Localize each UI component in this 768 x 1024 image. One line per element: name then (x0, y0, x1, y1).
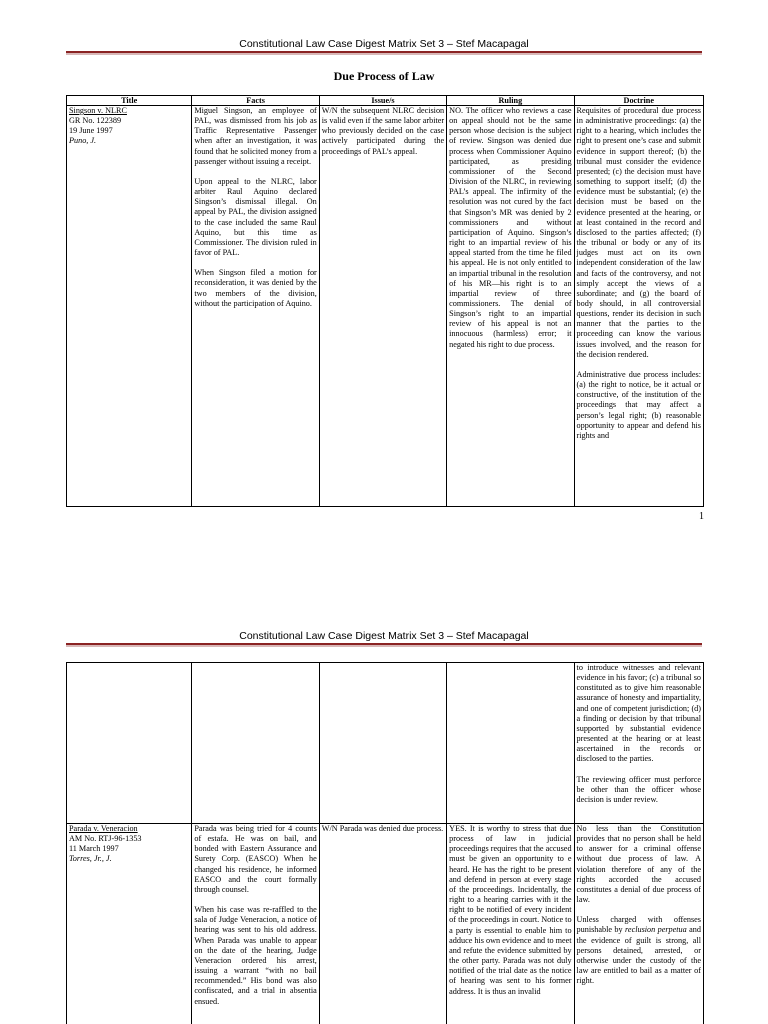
facts-paragraph: Miguel Singson, an employee of PAL, was dismissed from his job as Traffic Representative Passenger when after an investigation, it was found that he solicited money from a passenger without issuing a receipt. (194, 106, 317, 166)
case-name-link[interactable]: Parada v. Veneracion (69, 824, 138, 833)
column-header-title: Title (67, 96, 192, 106)
doctrine-paragraph: No less than the Constitution provides that no person shall be held to answer for a criminal offense without due process of law. A violation therefore of any of the rights accorded the accused constitutes a denial of due process of law. (576, 824, 701, 905)
column-header-facts: Facts (192, 96, 319, 106)
case-ponente: Puno, J. (69, 136, 97, 146)
doctrine-paragraph: to introduce witnesses and relevant evidence in his favor; (c) a tribunal so constituted as to give him reasonable assurance of honesty and impartiality, and one of competent jurisdiction; (d) a finding or decision by that tribunal supported by substantial evidence presented at the hearing or at least ascertained in the records or disclosed to the parties. (576, 663, 701, 764)
doctrine-text: Unless charged with offenses punishable by (576, 915, 701, 935)
column-header-issues: Issue/s (319, 96, 446, 106)
table-row-continuation (67, 663, 704, 824)
case-gr-number: GR No. 122389 (69, 116, 122, 126)
case-date: 19 June 1997 (69, 126, 113, 136)
header-rule (66, 643, 702, 645)
facts-paragraph: Parada was being tried for 4 counts of estafa. He was on bail, and bonded with Eastern Assurance and Surety Corp. (EASCO) When he changed his residence, he informed EASCO and the court formally through counsel. (194, 824, 317, 894)
doctrine-emphasis: reclusion perpetua (625, 925, 687, 935)
doctrine-paragraph: The reviewing officer must perforce be other than the officer whose decision is under review. (576, 774, 701, 804)
doctrine-paragraph: Requisites of procedural due process in administrative proceedings: (a) the right to a hearing, which includes the right to present one’s case and submit evidence in support thereof; (b) the tribunal must consider the evidence presented; (c) the decision must have something to support itself; (d) the evidence must be substantial; (e) the decision must be based on the evidence presented at the hearing, or at least contained in the record and disclosed to the parties affected; (f) the tribunal or body or any of its judges must act on its own independent consideration of the law and facts of the controversy, and not simply accept the views of a subordinate; and (g) the board of body should, in all controversial questions, render its decision in such manner that the parties to the proceeding can know the various issues involved, and the reason for the decision rendered. (576, 106, 701, 359)
ruling-cell (447, 824, 574, 1024)
case-name-link[interactable]: Singson v. NLRC (69, 106, 127, 115)
column-header-ruling: Ruling (447, 96, 574, 106)
page-number: 1 (699, 511, 704, 522)
ruling-cell (447, 106, 574, 507)
doctrine-text: and the evidence of guilt is strong, all persons detained, arrested, or otherwise under the custody of the law are entitled to bail as a matter of right. (576, 925, 701, 986)
case-am-number: AM No. RTJ-96-1353 (69, 834, 142, 844)
case-title-cell (67, 106, 192, 507)
doctrine-paragraph (577, 915, 701, 986)
facts-paragraph: When Singson filed a motion for reconsideration, it was denied by the two members of the division, without the participation of Aquino. (194, 268, 317, 308)
table-row (67, 824, 704, 1024)
issue-text: W/N the subsequent NLRC decision is valid even if the same labor arbiter who previously decided on the case actively participated during the proceedings of PAL’s appeal. (321, 106, 445, 156)
table-header-row (67, 96, 704, 106)
facts-paragraph: When his case was re-raffled to the sala of Judge Veneracion, a notice of hearing was sent to his old address. When Parada was unable to appear on the date of the hearing, Judge Veneracion ordered his arrest, issuing a warrant “with no bail recommended.” His bond was also confiscated, and a trial in absentia ensued. (194, 905, 317, 1006)
issue-text: W/N Parada was denied due process. (321, 824, 444, 833)
document-title: Due Process of Law (333, 69, 435, 83)
ruling-text: YES. It is worthy to stress that due process of law in judicial proceedings requires that the accused must be given an opportunity to e heard. He has the right to be present and defend in person at every stage of the proceedings. Incidentally, the right to a hearing carries with it the right to be notified of every incident of the proceedings in court. Notice to a party is essential to enable him to adduce his own evidence and to meet and refute the evidence submitted by the other party. Parada was not duly notified of the trial date as the notice of hearing was sent to his former address. It is thus an invalid (449, 824, 572, 996)
empty-cell (67, 663, 192, 824)
case-title-cell (67, 824, 192, 1024)
column-header-doctrine: Doctrine (574, 96, 703, 106)
empty-cell (447, 663, 574, 824)
issues-cell (319, 824, 446, 1024)
facts-cell (192, 106, 319, 507)
digest-table-continued (66, 662, 704, 1024)
page-2 (0, 600, 768, 1024)
ruling-text: NO. The officer who reviews a case on appeal should not be the same person whose decision is the subject of review. Singson was denied due process when Commissioner Aquino participated, as presiding commissioner of the Second Division of the NLRC, in reviewing PAL’s appeal. The infirmity of the resolution was not cured by the fact that Singson’s MR was denied by 2 commissioners and without participation of Aquino. Singson’s right to an impartial review of his appeal started from the time he filed his appeal. He is not only entitled to an impartial tribunal in the resolution of his MR—his right is to an impartial review of three commissioners. The denial of Singson’s right to an impartial review of his appeal is not an innocuous (harmless) error; it negated his right to due process. (449, 106, 572, 349)
facts-paragraph: Upon appeal to the NLRC, labor arbiter Raul Aquino declared Singson’s dismissal illegal. On appeal by PAL, the division assigned to the case included the same Raul Aquino, but this time as Commissioner. The division ruled in favor of PAL. (194, 176, 317, 258)
header-rule (66, 51, 702, 53)
running-header: Constitutional Law Case Digest Matrix Set 3 – Stef Macapagal (239, 630, 529, 642)
table-row (67, 106, 704, 507)
empty-cell (319, 663, 446, 824)
doctrine-cell (574, 824, 703, 1024)
case-ponente: Torres, Jr., J. (69, 854, 112, 864)
empty-cell (192, 663, 319, 824)
doctrine-paragraph: Administrative due process includes: (a) the right to notice, be it actual or constructive, of the institution of the proceedings that may affect a person’s legal right; (b) reasonable opportunity to appear and defend his rights and (576, 369, 701, 440)
case-date: 11 March 1997 (69, 844, 119, 854)
running-header: Constitutional Law Case Digest Matrix Set 3 – Stef Macapagal (239, 38, 529, 50)
issues-cell (319, 106, 446, 507)
doctrine-cell (574, 663, 703, 824)
facts-cell (192, 824, 319, 1024)
doctrine-cell (574, 106, 703, 507)
digest-table (66, 95, 704, 507)
